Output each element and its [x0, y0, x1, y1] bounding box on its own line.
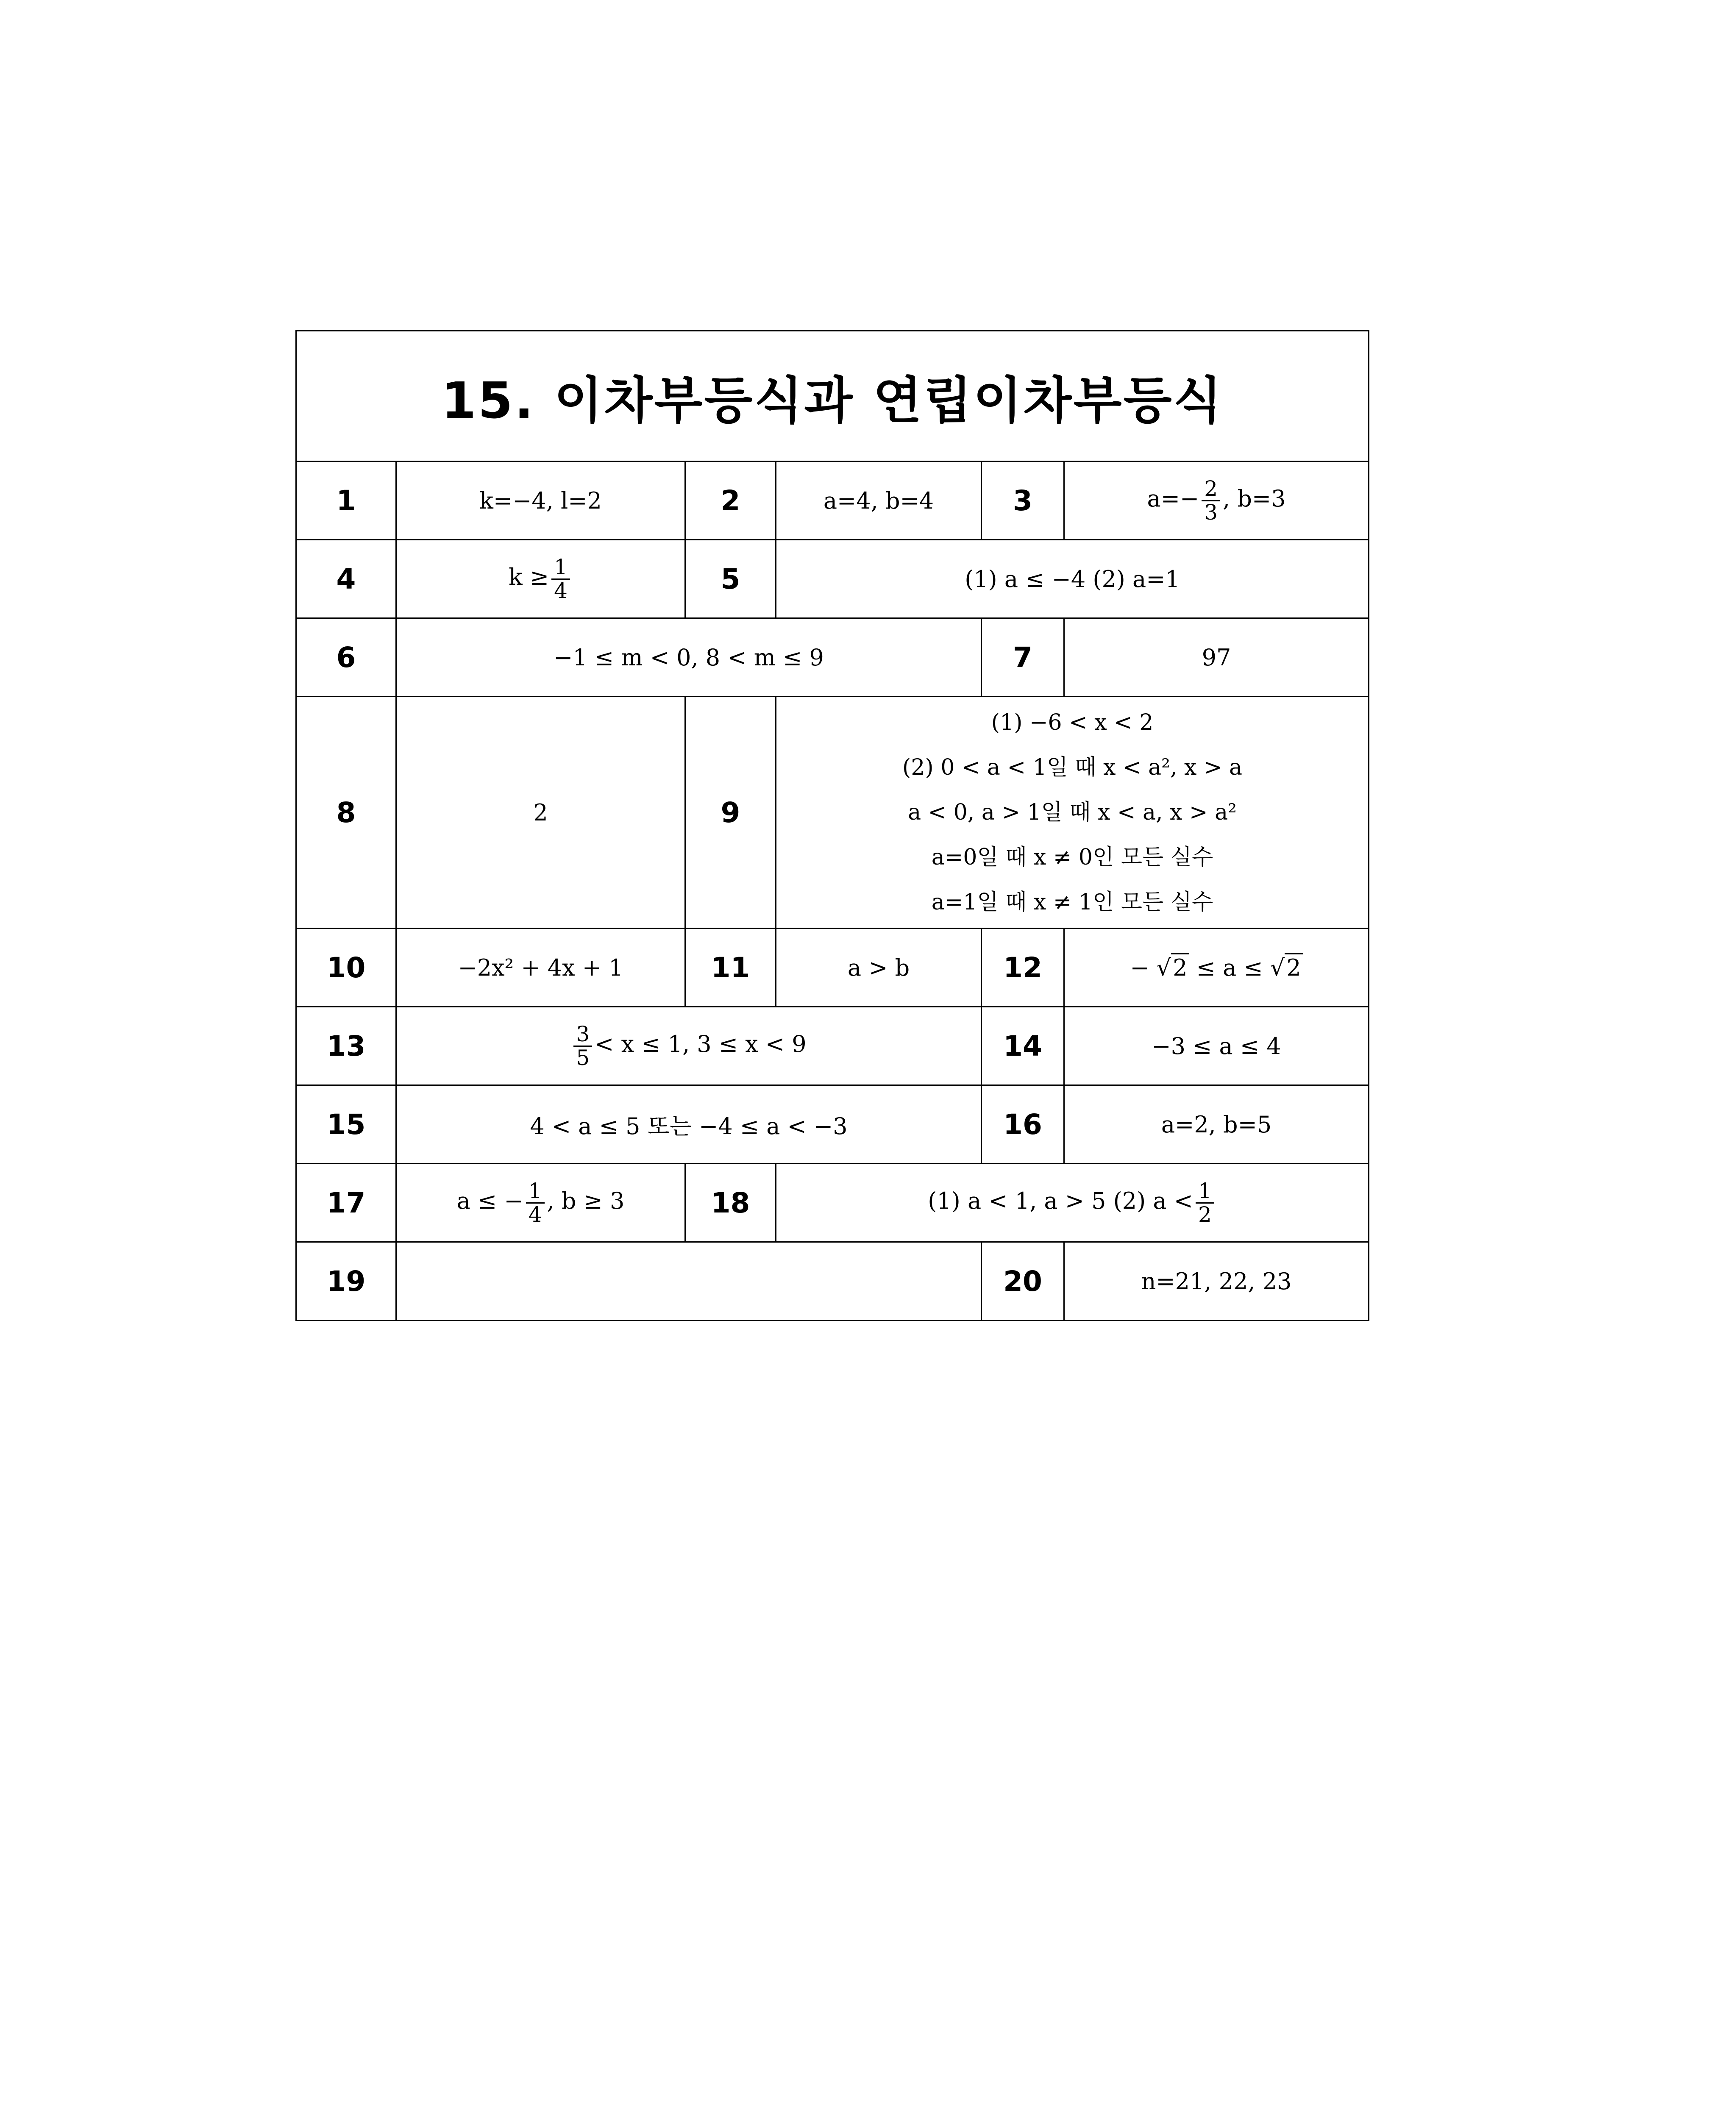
square-root: √2 — [1270, 954, 1303, 981]
answer-line: (2) 0 < a < 1일 때 x < a², x > a — [902, 755, 1242, 780]
answer-text: , b=3 — [1223, 485, 1286, 512]
fraction-numerator: 3 — [573, 1023, 592, 1047]
fraction-numerator: 2 — [1202, 478, 1220, 501]
answer-line: (1) −6 < x < 2 — [991, 710, 1154, 735]
answer-value: n=21, 22, 23 — [1064, 1242, 1369, 1321]
answer-line: a=0일 때 x ≠ 0인 모든 실수 — [931, 845, 1213, 870]
fraction-denominator: 2 — [1198, 1202, 1212, 1227]
answer-value: −1 ≤ m < 0, 8 < m ≤ 9 — [396, 618, 982, 697]
answer-value-multiline — [776, 697, 1369, 929]
table-row — [296, 618, 1369, 697]
problem-number: 4 — [296, 540, 396, 618]
answer-value: −2x² + 4x + 1 — [396, 929, 685, 1007]
answer-value — [776, 1164, 1369, 1242]
answer-text: , b ≥ 3 — [547, 1187, 625, 1214]
answer-value: a=2, b=5 — [1064, 1085, 1369, 1164]
problem-number: 20 — [982, 1242, 1064, 1321]
answer-value — [396, 1164, 685, 1242]
answer-text: − — [1130, 954, 1149, 981]
fraction-denominator: 4 — [554, 578, 568, 603]
answer-text: a ≤ − — [456, 1187, 523, 1214]
fraction — [551, 556, 570, 602]
problem-number: 11 — [685, 929, 776, 1007]
problem-number: 19 — [296, 1242, 396, 1321]
answer-value: 97 — [1064, 618, 1369, 697]
answer-value — [396, 1242, 982, 1321]
answer-value — [396, 1007, 982, 1085]
answer-line: a < 0, a > 1일 때 x < a, x > a² — [908, 800, 1237, 825]
problem-number: 15 — [296, 1085, 396, 1164]
answer-text: < x ≤ 1, 3 ≤ x < 9 — [595, 1031, 807, 1057]
table-row — [296, 1085, 1369, 1164]
problem-number: 13 — [296, 1007, 396, 1085]
answer-value: a=4, b=4 — [776, 462, 982, 540]
answer-value: k=−4, l=2 — [396, 462, 685, 540]
answer-value — [1064, 462, 1369, 540]
fraction-denominator: 3 — [1204, 500, 1218, 525]
table-row — [296, 929, 1369, 1007]
answer-value: 4 < a ≤ 5 또는 −4 ≤ a < −3 — [396, 1085, 982, 1164]
answer-value: a > b — [776, 929, 982, 1007]
fraction-denominator: 4 — [528, 1202, 542, 1227]
fraction — [1196, 1180, 1214, 1226]
answer-value — [1064, 929, 1369, 1007]
fraction — [526, 1180, 545, 1226]
table-row — [296, 1164, 1369, 1242]
answer-value: (1) a ≤ −4 (2) a=1 — [776, 540, 1369, 618]
fraction — [573, 1023, 592, 1069]
radicand: 2 — [1171, 953, 1189, 981]
problem-number: 9 — [685, 697, 776, 929]
answer-text: k ≥ — [509, 564, 549, 590]
problem-number: 17 — [296, 1164, 396, 1242]
problem-number: 18 — [685, 1164, 776, 1242]
problem-number: 5 — [685, 540, 776, 618]
table-row — [296, 1242, 1369, 1321]
table-row — [296, 1007, 1369, 1085]
fraction — [1202, 478, 1220, 523]
answer-table — [295, 330, 1369, 1321]
problem-number: 16 — [982, 1085, 1064, 1164]
answer-sheet — [295, 330, 1368, 1321]
problem-number: 12 — [982, 929, 1064, 1007]
fraction-numerator: 1 — [1196, 1180, 1214, 1204]
problem-number: 10 — [296, 929, 396, 1007]
radicand: 2 — [1285, 953, 1302, 981]
table-row — [296, 462, 1369, 540]
answer-text: (1) a < 1, a > 5 (2) a < — [928, 1187, 1193, 1214]
problem-number: 8 — [296, 697, 396, 929]
fraction-numerator: 1 — [551, 556, 570, 580]
page-title: 15. 이차부등식과 연립이차부등식 — [296, 331, 1369, 462]
problem-number: 7 — [982, 618, 1064, 697]
problem-number: 2 — [685, 462, 776, 540]
problem-number: 6 — [296, 618, 396, 697]
answer-line: a=1일 때 x ≠ 1인 모든 실수 — [931, 890, 1213, 915]
square-root: √2 — [1157, 954, 1189, 981]
answer-value — [396, 540, 685, 618]
answer-value: 2 — [396, 697, 685, 929]
title-row — [296, 331, 1369, 462]
answer-text: a=− — [1147, 485, 1199, 512]
problem-number: 14 — [982, 1007, 1064, 1085]
fraction-denominator: 5 — [576, 1045, 590, 1070]
problem-number: 1 — [296, 462, 396, 540]
answer-value: −3 ≤ a ≤ 4 — [1064, 1007, 1369, 1085]
problem-number: 3 — [982, 462, 1064, 540]
fraction-numerator: 1 — [526, 1180, 545, 1204]
answer-text: ≤ a ≤ — [1196, 954, 1263, 981]
table-row — [296, 697, 1369, 929]
table-row — [296, 540, 1369, 618]
